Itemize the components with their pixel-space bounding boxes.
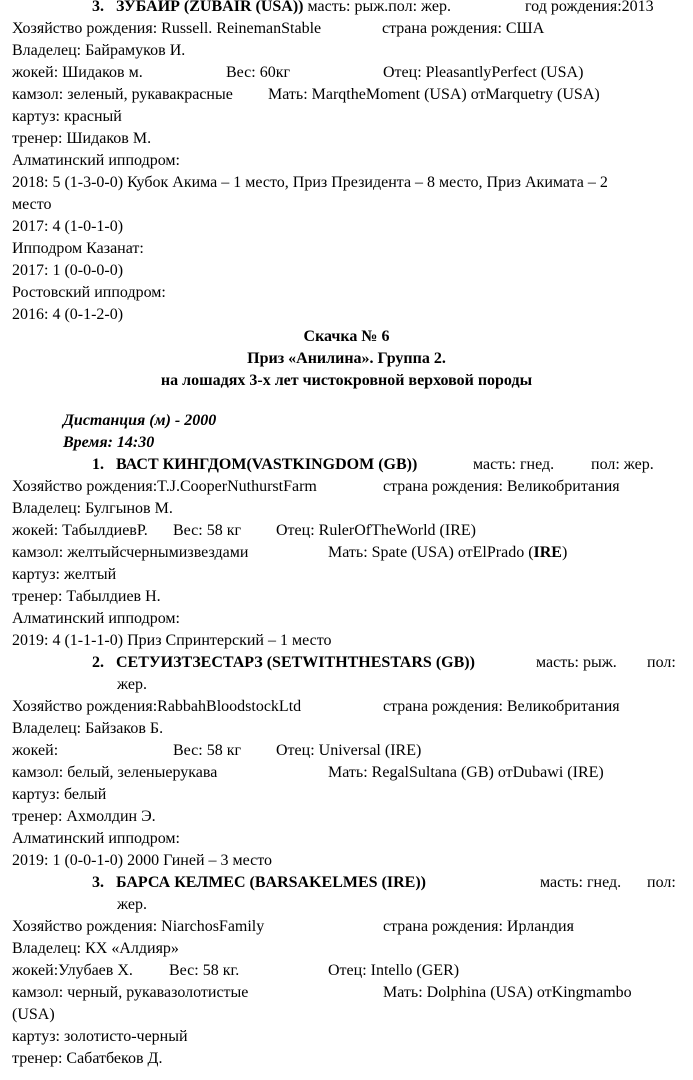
horse-sex-cont: жер. xyxy=(117,896,147,913)
hippodrome-almaty: Алматинский ипподром: xyxy=(12,152,180,169)
horse-name: ВАСТ КИНГДОМ(VASTKINGDOM (GB)) xyxy=(116,456,418,473)
horse-name: СЕТУИЗТЗЕСТАРЗ (SETWITHTHESTARS (GB)) xyxy=(116,654,475,671)
breeder-line: Хозяйство рождения: Russell. ReinemanStable xyxy=(12,20,322,37)
record-2016: 2016: 4 (0-1-2-0) xyxy=(12,306,124,323)
birth-country: страна рождения: Ирландия xyxy=(383,918,574,935)
weight: Вес: 58 кг xyxy=(173,742,242,759)
horse-name: БАРСА КЕЛМЕС (BARSAKELMES (IRE)) xyxy=(116,874,426,891)
hippodrome-almaty: Алматинский ипподром: xyxy=(12,610,180,627)
owner-line: Владелец: Байрамуков И. xyxy=(12,42,186,59)
sire: Отец: PleasantlyPerfect (USA) xyxy=(383,64,584,81)
owner-line: Владелец: Байзаков Б. xyxy=(12,720,164,737)
trainer-line: тренер: Ахмолдин Э. xyxy=(12,808,156,825)
hippodrome-kazanat: Ипподром Казанат: xyxy=(12,240,144,257)
horse-color-sex: масть: рыж.пол: жер. xyxy=(307,0,451,15)
record-2018-cont: место xyxy=(12,196,52,213)
birth-country: страна рождения: Великобритания xyxy=(383,698,620,715)
silks-line: камзол: зеленый, рукавакрасные xyxy=(12,86,233,103)
jockey-line: жокей: ТабылдиевР. xyxy=(12,522,148,539)
birth-country: страна рождения: Великобритания xyxy=(383,478,620,495)
race-description: на лошадях 3-х лет чистокровной верховой породы xyxy=(160,372,533,389)
horse-sex: пол: xyxy=(647,654,676,671)
cap-line: картуз: красный xyxy=(12,108,122,125)
dam: Мать: Dolphina (USA) отKingmambo xyxy=(383,984,632,1001)
weight: Вес: 60кг xyxy=(226,64,291,81)
owner-line: Владелец: Булгынов М. xyxy=(12,500,173,517)
hippodrome-almaty: Алматинский ипподром: xyxy=(12,830,180,847)
horse-color: масть: гнед. xyxy=(473,456,555,473)
record-2017-kazanat: 2017: 1 (0-0-0-0) xyxy=(12,262,124,279)
horse-color: масть: гнед. xyxy=(540,874,622,891)
sire: Отец: Intello (GER) xyxy=(328,962,460,979)
dam: Мать: MarqtheMoment (USA) отMarquetry (USA) xyxy=(268,86,600,103)
record-2019: 2019: 1 (0-0-1-0) 2000 Гиней – 3 место xyxy=(12,852,273,869)
horse-color: масть: рыж. xyxy=(536,654,617,671)
horse-name: ЗУБАИР (ZUBAIR (USA)) xyxy=(116,0,304,15)
record-2018: 2018: 5 (1-3-0-0) Кубок Акима – 1 место, Приз Президента – 8 место, Приз Акимата – 2 xyxy=(12,174,608,191)
horse-header-barsakelmes: 3. БАРСА КЕЛМЕС (BARSAKELMES (IRE)) xyxy=(92,874,426,891)
hippodrome-rostov: Ростовский ипподром: xyxy=(12,284,166,301)
dam-cont: (USA) xyxy=(12,1006,55,1023)
sire: Отец: Universal (IRE) xyxy=(276,742,422,759)
birth-country: страна рождения: США xyxy=(382,20,545,37)
silks-line: камзол: желтыйсчернымизвездами xyxy=(12,544,249,561)
jockey-line: жокей: xyxy=(12,742,59,759)
horse-header-setwiththestars: 2. СЕТУИЗТЗЕСТАРЗ (SETWITHTHESTARS (GB)) xyxy=(92,654,475,671)
race-time: Время: 14:30 xyxy=(63,434,155,451)
silks-line: камзол: белый, зеленыерукава xyxy=(12,764,218,781)
record-2017: 2017: 4 (1-0-1-0) xyxy=(12,218,124,235)
horse-header-zubair: 3. ЗУБАИР (ZUBAIR (USA)) масть: рыж.пол: жер. xyxy=(92,0,451,15)
trainer-line: тренер: Сабатбеков Д. xyxy=(12,1050,163,1067)
birth-year: год рождения:2013 xyxy=(525,0,654,15)
weight: Вес: 58 кг. xyxy=(169,962,240,979)
breeder-line: Хозяйство рождения:RabbahBloodstockLtd xyxy=(12,698,302,715)
cap-line: картуз: белый xyxy=(12,786,107,803)
breeder-line: Хозяйство рождения:T.J.CooperNuthurstFarm xyxy=(12,478,317,495)
race-prize: Приз «Анилина». Группа 2. xyxy=(247,350,446,367)
horse-header-vastkingdom: 1. ВАСТ КИНГДОМ(VASTKINGDOM (GB)) xyxy=(92,456,418,473)
record-2019: 2019: 4 (1-1-1-0) Приз Спринтерский – 1 место xyxy=(12,632,332,649)
race-title: Скачка № 6 xyxy=(303,328,390,345)
horse-sex: пол: жер. xyxy=(591,456,654,473)
cap-line: картуз: желтый xyxy=(12,566,117,583)
horse-sex-cont: жер. xyxy=(117,676,147,693)
trainer-line: тренер: Шидаков М. xyxy=(12,130,152,147)
horse-sex: пол: xyxy=(647,874,676,891)
jockey-line: жокей: Шидаков м. xyxy=(12,64,143,81)
weight: Вес: 58 кг xyxy=(173,522,242,539)
race-distance: Дистанция (м) - 2000 xyxy=(63,412,217,429)
sire: Отец: RulerOfTheWorld (IRE) xyxy=(276,522,476,539)
dam: Мать: Spate (USA) отElPrado (IRE) xyxy=(328,544,568,561)
owner-line: Владелец: КХ «Алдияр» xyxy=(12,940,179,957)
trainer-line: тренер: Табылдиев Н. xyxy=(12,588,161,605)
jockey-line: жокей:Улубаев Х. xyxy=(12,962,133,979)
cap-line: картуз: золотисто-черный xyxy=(12,1028,188,1045)
silks-line: камзол: черный, рукавазолотистые xyxy=(12,984,249,1001)
breeder-line: Хозяйство рождения: NiarchosFamily xyxy=(12,918,265,935)
dam: Мать: RegalSultana (GB) отDubawi (IRE) xyxy=(328,764,604,781)
